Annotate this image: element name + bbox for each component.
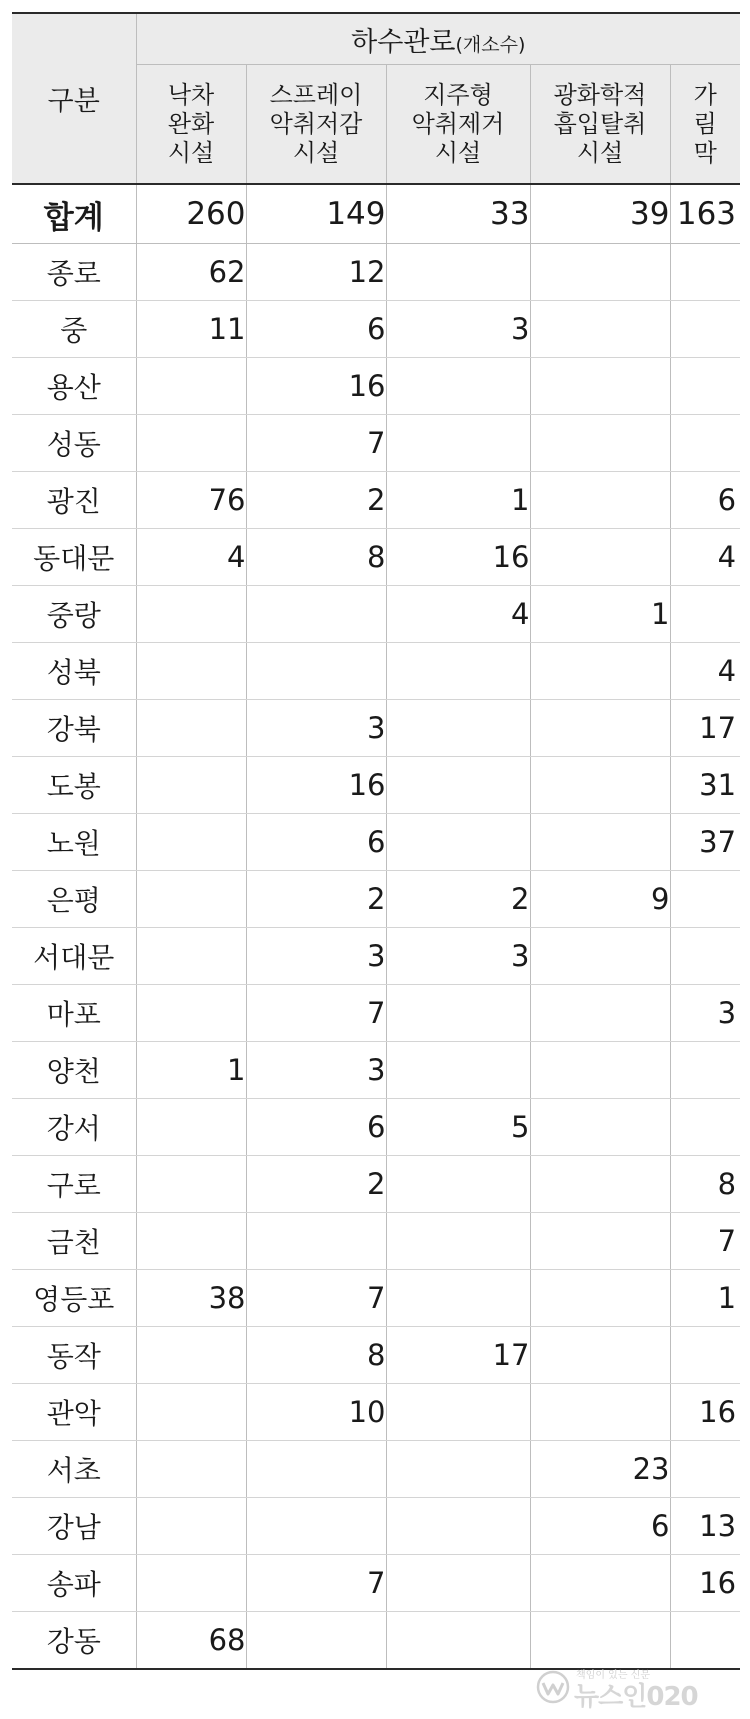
facility-count-cell [530, 1384, 670, 1441]
facility-count-cell: 8 [246, 529, 386, 586]
total-label: 합계 [12, 184, 136, 244]
facility-table [12, 12, 740, 1670]
facility-count-cell: 38 [136, 1270, 246, 1327]
table-row [12, 1042, 740, 1099]
facility-count-cell: 4 [670, 529, 740, 586]
table-row [12, 1612, 740, 1670]
facility-count-cell [246, 1441, 386, 1498]
facility-count-cell [670, 1612, 740, 1670]
facility-count-cell [670, 1327, 740, 1384]
facility-count-cell [136, 928, 246, 985]
facility-count-cell [530, 1555, 670, 1612]
facility-count-cell: 23 [530, 1441, 670, 1498]
facility-count-cell [530, 1099, 670, 1156]
facility-type-label-line: 악취제거 [411, 109, 505, 138]
facility-count-cell [386, 1498, 530, 1555]
facility-count-cell [386, 1213, 530, 1270]
facility-count-cell: 6 [530, 1498, 670, 1555]
table-row [12, 1384, 740, 1441]
table-row [12, 415, 740, 472]
facility-count-cell: 7 [670, 1213, 740, 1270]
facility-count-cell: 16 [386, 529, 530, 586]
facility-type-header [246, 65, 386, 185]
total-row [12, 184, 740, 244]
facility-count-cell: 3 [386, 301, 530, 358]
facility-count-cell: 6 [670, 472, 740, 529]
district-name-cell: 용산 [12, 358, 136, 415]
facility-count-cell: 1 [386, 472, 530, 529]
district-name-cell: 송파 [12, 1555, 136, 1612]
facility-count-cell [386, 757, 530, 814]
table-row [12, 1156, 740, 1213]
facility-count-cell: 16 [670, 1384, 740, 1441]
table-row [12, 1555, 740, 1612]
district-name-cell: 서대문 [12, 928, 136, 985]
facility-count-cell: 31 [670, 757, 740, 814]
table-row [12, 1213, 740, 1270]
facility-count-cell [530, 928, 670, 985]
district-name-cell: 동대문 [12, 529, 136, 586]
table-body [12, 184, 740, 1669]
facility-type-label-line: 악취저감 [269, 109, 363, 138]
facility-count-cell [136, 871, 246, 928]
facility-count-cell [136, 700, 246, 757]
facility-count-cell [136, 358, 246, 415]
facility-count-cell: 3 [246, 928, 386, 985]
table-row [12, 244, 740, 301]
facility-count-cell: 10 [246, 1384, 386, 1441]
total-value-cell: 33 [386, 184, 530, 244]
table-row [12, 700, 740, 757]
sewer-group-header [136, 13, 740, 65]
facility-count-cell: 7 [246, 415, 386, 472]
facility-count-cell: 7 [246, 985, 386, 1042]
facility-count-cell [136, 1555, 246, 1612]
district-name-cell: 성북 [12, 643, 136, 700]
facility-type-label-line: 지주형 [423, 80, 493, 109]
facility-count-cell [136, 415, 246, 472]
table-row [12, 301, 740, 358]
facility-count-cell: 3 [386, 928, 530, 985]
district-name-cell: 도봉 [12, 757, 136, 814]
facility-type-header [530, 65, 670, 185]
table-row [12, 1441, 740, 1498]
table-row [12, 1270, 740, 1327]
district-name-cell: 광진 [12, 472, 136, 529]
facility-count-cell: 6 [246, 814, 386, 871]
facility-count-cell: 3 [670, 985, 740, 1042]
facility-count-cell: 4 [386, 586, 530, 643]
district-name-cell: 강북 [12, 700, 136, 757]
table-row [12, 472, 740, 529]
facility-type-label-line: 막 [693, 138, 717, 167]
district-name-cell: 성동 [12, 415, 136, 472]
facility-type-label-line: 흡입탈취 [553, 109, 647, 138]
facility-count-cell: 16 [246, 757, 386, 814]
facility-count-cell [386, 1156, 530, 1213]
facility-count-cell: 2 [246, 871, 386, 928]
facility-count-cell: 1 [530, 586, 670, 643]
facility-count-cell [386, 1042, 530, 1099]
district-name-cell: 중 [12, 301, 136, 358]
facility-count-cell [530, 985, 670, 1042]
district-name-cell: 마포 [12, 985, 136, 1042]
facility-count-cell [670, 358, 740, 415]
table-row [12, 586, 740, 643]
facility-count-cell: 8 [670, 1156, 740, 1213]
facility-count-cell [386, 700, 530, 757]
facility-count-cell [136, 1327, 246, 1384]
facility-count-cell [530, 1270, 670, 1327]
facility-count-cell [530, 757, 670, 814]
group-title: 하수관로 [351, 26, 456, 58]
facility-count-cell [386, 244, 530, 301]
facility-count-cell: 16 [246, 358, 386, 415]
facility-count-cell [136, 814, 246, 871]
table-row [12, 1498, 740, 1555]
facility-count-cell [530, 415, 670, 472]
facility-type-label-line: 시설 [167, 138, 215, 167]
facility-count-cell: 62 [136, 244, 246, 301]
facility-count-cell [136, 586, 246, 643]
facility-count-cell [386, 358, 530, 415]
district-name-cell: 중랑 [12, 586, 136, 643]
facility-type-label-line: 완화 [167, 109, 215, 138]
facility-count-cell: 1 [670, 1270, 740, 1327]
facility-count-cell [670, 244, 740, 301]
facility-count-cell: 76 [136, 472, 246, 529]
facility-count-cell: 37 [670, 814, 740, 871]
facility-count-cell [386, 1555, 530, 1612]
facility-count-cell [530, 472, 670, 529]
facility-type-header [670, 65, 740, 185]
facility-count-cell [386, 814, 530, 871]
facility-count-cell [386, 415, 530, 472]
facility-type-label-line: 시설 [434, 138, 482, 167]
facility-count-cell [136, 1384, 246, 1441]
facility-count-cell [530, 1042, 670, 1099]
facility-count-cell [136, 985, 246, 1042]
facility-count-cell [530, 643, 670, 700]
total-value-cell: 163 [670, 184, 740, 244]
newsin-emblem-icon [536, 1670, 570, 1704]
facility-count-cell [670, 928, 740, 985]
facility-count-cell: 16 [670, 1555, 740, 1612]
facility-count-cell: 2 [246, 1156, 386, 1213]
facility-count-cell [530, 358, 670, 415]
facility-count-cell [386, 643, 530, 700]
facility-count-cell [530, 1612, 670, 1670]
facility-count-cell: 9 [530, 871, 670, 928]
district-name-cell: 동작 [12, 1327, 136, 1384]
table-row [12, 757, 740, 814]
facility-count-cell [136, 643, 246, 700]
table-row [12, 814, 740, 871]
facility-count-cell: 3 [246, 700, 386, 757]
facility-count-cell [136, 1213, 246, 1270]
table-header [12, 13, 740, 184]
table-row [12, 1099, 740, 1156]
facility-count-cell: 12 [246, 244, 386, 301]
facility-count-cell [136, 1498, 246, 1555]
district-name-cell: 구로 [12, 1156, 136, 1213]
table-row [12, 643, 740, 700]
total-value-cell: 260 [136, 184, 246, 244]
facility-count-cell [530, 1327, 670, 1384]
facility-type-label-line: 가 [693, 80, 717, 109]
newspaper-watermark [536, 1666, 732, 1710]
facility-type-header [386, 65, 530, 185]
facility-count-cell: 13 [670, 1498, 740, 1555]
facility-count-cell [530, 814, 670, 871]
table-row [12, 529, 740, 586]
facility-count-cell [136, 1156, 246, 1213]
facility-count-cell [136, 757, 246, 814]
facility-count-cell: 17 [386, 1327, 530, 1384]
total-value-cell: 39 [530, 184, 670, 244]
district-name-cell: 영등포 [12, 1270, 136, 1327]
facility-count-cell: 6 [246, 301, 386, 358]
facility-count-cell [670, 871, 740, 928]
facility-type-header [136, 65, 246, 185]
total-value-cell: 149 [246, 184, 386, 244]
facility-count-cell: 2 [386, 871, 530, 928]
facility-count-cell [386, 1270, 530, 1327]
facility-count-cell [136, 1441, 246, 1498]
facility-count-cell [530, 529, 670, 586]
watermark-name: 뉴스인020 [574, 1682, 698, 1712]
table-row [12, 928, 740, 985]
facility-count-cell: 8 [246, 1327, 386, 1384]
facility-count-cell [530, 1156, 670, 1213]
table-row [12, 1327, 740, 1384]
facility-type-label-line: 시설 [292, 138, 340, 167]
group-unit: (개소수) [455, 33, 526, 56]
facility-count-cell [386, 1384, 530, 1441]
facility-count-cell [246, 1498, 386, 1555]
district-name-cell: 강동 [12, 1612, 136, 1670]
facility-count-cell [386, 985, 530, 1042]
facility-count-cell [670, 1441, 740, 1498]
facility-count-cell [670, 1042, 740, 1099]
district-name-cell: 종로 [12, 244, 136, 301]
facility-type-label-line: 스프레이 [269, 80, 363, 109]
facility-count-cell: 17 [670, 700, 740, 757]
facility-type-label-line: 시설 [576, 138, 624, 167]
facility-count-cell [386, 1612, 530, 1670]
facility-count-cell [530, 301, 670, 358]
facility-count-cell: 68 [136, 1612, 246, 1670]
facility-count-cell [246, 643, 386, 700]
district-name-cell: 양천 [12, 1042, 136, 1099]
facility-count-cell [246, 586, 386, 643]
district-column-header: 구분 [12, 13, 136, 184]
facility-count-cell: 1 [136, 1042, 246, 1099]
facility-type-label-line: 광화학적 [553, 80, 647, 109]
facility-count-cell [530, 1213, 670, 1270]
facility-count-cell [530, 244, 670, 301]
facility-count-cell: 7 [246, 1270, 386, 1327]
facility-count-cell [670, 415, 740, 472]
facility-type-label-line: 낙차 [167, 80, 215, 109]
district-name-cell: 금천 [12, 1213, 136, 1270]
facility-count-cell: 11 [136, 301, 246, 358]
facility-count-cell: 2 [246, 472, 386, 529]
table-row [12, 358, 740, 415]
facility-count-cell [246, 1213, 386, 1270]
facility-type-label-line: 림 [693, 109, 717, 138]
district-name-cell: 관악 [12, 1384, 136, 1441]
watermark-tagline: 책임이 있는 신문 [576, 1670, 650, 1681]
table-row [12, 871, 740, 928]
facility-count-cell [246, 1612, 386, 1670]
facility-count-cell: 5 [386, 1099, 530, 1156]
facility-count-cell [530, 700, 670, 757]
facility-count-cell: 4 [136, 529, 246, 586]
facility-count-cell [136, 1099, 246, 1156]
facility-count-cell: 6 [246, 1099, 386, 1156]
district-name-cell: 강서 [12, 1099, 136, 1156]
district-name-cell: 은평 [12, 871, 136, 928]
facility-count-cell [386, 1441, 530, 1498]
table-row [12, 985, 740, 1042]
district-name-cell: 강남 [12, 1498, 136, 1555]
facility-count-cell: 3 [246, 1042, 386, 1099]
facility-count-cell: 7 [246, 1555, 386, 1612]
facility-count-cell [670, 301, 740, 358]
facility-count-cell [670, 586, 740, 643]
facility-count-cell [670, 1099, 740, 1156]
facility-count-cell: 4 [670, 643, 740, 700]
district-name-cell: 서초 [12, 1441, 136, 1498]
district-name-cell: 노원 [12, 814, 136, 871]
